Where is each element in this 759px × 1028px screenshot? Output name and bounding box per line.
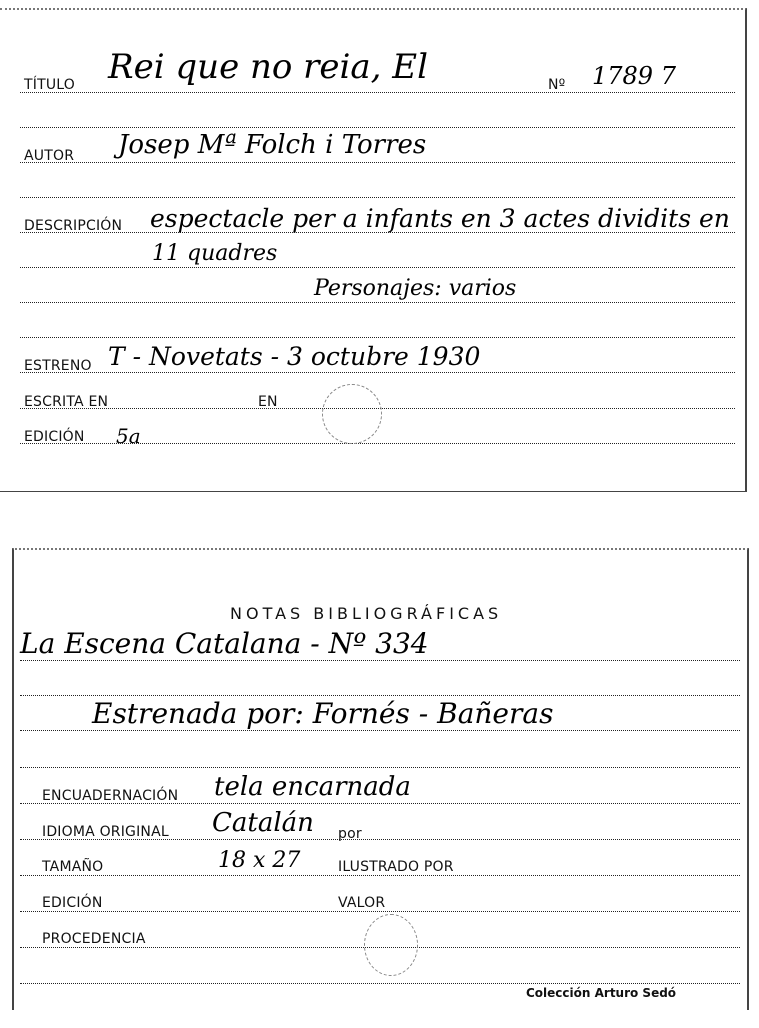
rule (20, 767, 740, 768)
escrita-en-label: ESCRITA EN (24, 394, 109, 410)
nota-line2: Estrenada por: Fornés - Bañeras (92, 697, 554, 730)
nota-line1: La Escena Catalana - Nº 334 (20, 627, 429, 660)
descripcion-line2: 11 quadres (152, 241, 278, 266)
punch-hole-stamp (322, 384, 382, 444)
autor-label: AUTOR (24, 148, 75, 164)
card-separator (0, 491, 745, 492)
titulo-value: Rei que no reia, El (108, 47, 428, 87)
autor-value: Josep Mª Folch i Torres (118, 130, 427, 160)
en-label: EN (258, 394, 278, 410)
rule (20, 730, 740, 731)
descripcion-line3: Personajes: varios (314, 276, 517, 301)
rule (20, 875, 740, 876)
descripcion-label: DESCRIPCIÓN (24, 218, 123, 234)
estreno-value: T - Novetats - 3 octubre 1930 (108, 342, 481, 371)
edicion-value: 5a (116, 424, 141, 448)
titulo-label: TÍTULO (24, 77, 75, 93)
rule (20, 92, 735, 93)
rule (20, 372, 735, 373)
tamano-label: TAMAÑO (42, 859, 104, 875)
rule (20, 127, 735, 128)
por-label: por (338, 826, 362, 842)
tamano-value: 18 x 27 (218, 848, 301, 873)
rule (20, 337, 735, 338)
notas-heading: NOTAS BIBLIOGRÁFICAS (230, 604, 503, 623)
rule (20, 695, 740, 696)
rule (20, 302, 735, 303)
edicion-label: EDICIÓN (24, 429, 85, 445)
estreno-label: ESTRENO (24, 358, 92, 374)
punch-hole-stamp-2 (364, 914, 418, 976)
numero-label: Nº (548, 77, 566, 93)
valor-label: VALOR (338, 895, 386, 911)
rule (20, 911, 740, 912)
rule (20, 197, 735, 198)
idioma-label: IDIOMA ORIGINAL (42, 824, 169, 840)
encuadernacion-value: tela encarnada (214, 772, 411, 802)
rule (20, 162, 735, 163)
rule (20, 267, 735, 268)
rule (20, 660, 740, 661)
edicion-label-2: EDICIÓN (42, 895, 103, 911)
procedencia-label: PROCEDENCIA (42, 931, 146, 947)
numero-value: 1789 7 (592, 62, 676, 90)
rule (20, 983, 740, 984)
encuadernacion-label: ENCUADERNACIÓN (42, 788, 179, 804)
collection-footer: Colección Arturo Sedó (526, 986, 677, 1000)
ilustrado-label: ILUSTRADO POR (338, 859, 454, 875)
idioma-value: Catalán (212, 808, 314, 838)
descripcion-line1: espectacle per a infants en 3 actes dividits en (150, 204, 730, 233)
